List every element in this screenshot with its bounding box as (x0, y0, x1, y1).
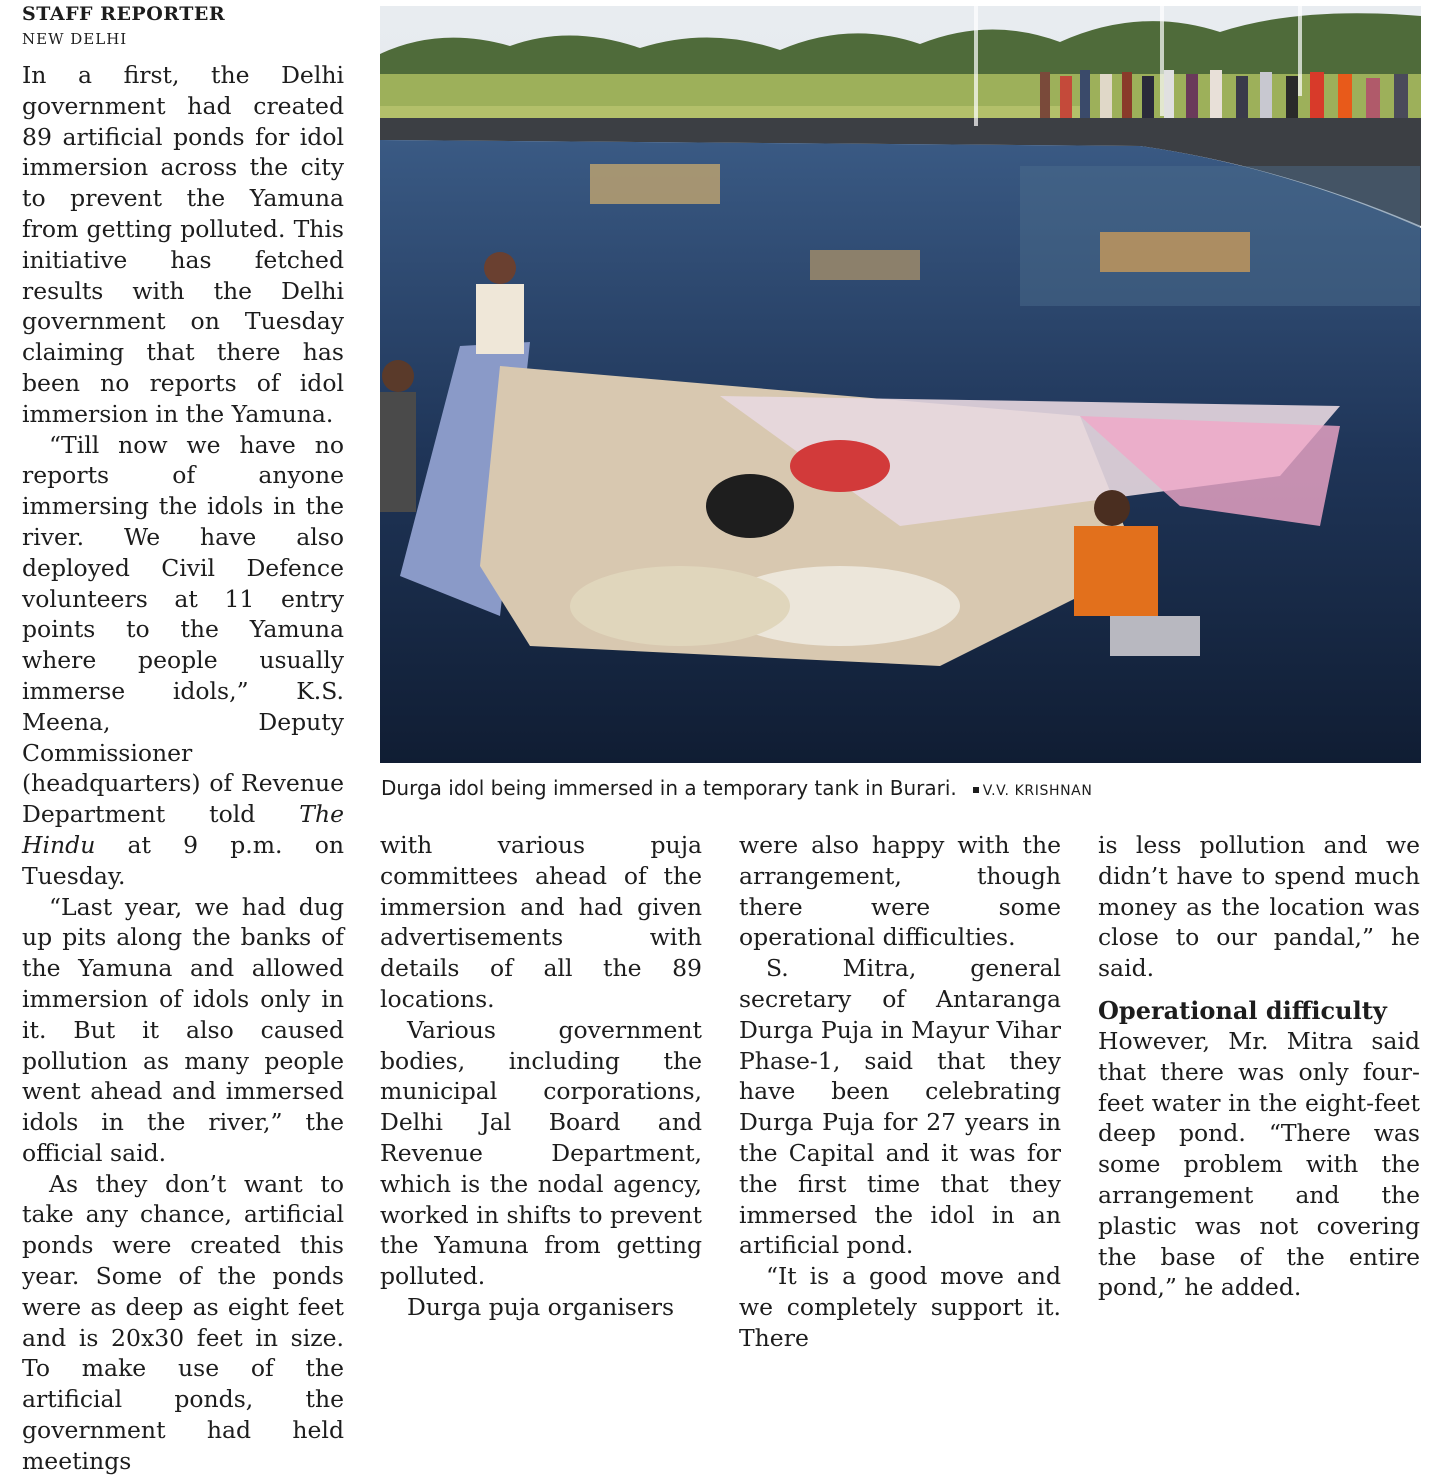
photo-caption-row (381, 774, 1421, 804)
paragraph: “Last year, we had dug up pits along the banks of the Yamuna and allowed immersion of idols only in it. But it also caused pollution as many people went ahead and immersed idols in the river,” the official said. (22, 892, 344, 1167)
paragraph: were also happy with the arrangement, though there were some operational difficulties. (739, 831, 1061, 952)
article-column-1 (22, 60, 344, 1477)
dateline-place: NEW DELHI (22, 30, 128, 48)
byline (22, 2, 352, 50)
credit-square-icon (973, 787, 979, 793)
paragraph: “It is a good move and we completely support it. There (739, 1262, 1061, 1352)
paragraph-quote (22, 430, 344, 892)
newspaper-name: The Hindu (22, 800, 344, 859)
paragraph: Durga puja organisers (407, 1292, 675, 1321)
photo-credit-name: V.V. KRISHNAN (982, 783, 1093, 799)
paragraph: S. Mitra, general secretary of Antaranga Durga Puja in Mayur Vihar Phase-1, said that they have been celebrating Durga Puja for 27 years in the Capital and it was for the first time that they immersed the idol in an artificial pond. (739, 954, 1061, 1260)
article-column-4 (1098, 830, 1420, 1303)
paragraph: As they don’t want to take any chance, artificial ponds were created this year. Some of the ponds were as deep as eight feet and is 20x30 feet in size. To make use of the artificial ponds, the government had held meetings (22, 1169, 344, 1475)
paragraph-text: “Till now we have no reports of anyone immersing the idols in the river. We have also deployed Civil Defence volunteers at 11 entry points to the Yamuna where people usually immerse idols,” K.S. Meena, Deputy Commissioner (headquarters) of Revenue Department told (22, 430, 344, 829)
paragraph: However, Mr. Mitra said that there was only four-feet water in the eight-feet deep pond. “There was some problem with the arrangement and the plastic was not covering the base of the entire pond,” he added. (1098, 1026, 1420, 1302)
paragraph: is less pollution and we didn’t have to spend much money as the location was close to our pandal,” he said. (1098, 831, 1420, 983)
photo-caption: Durga idol being immersed in a temporary tank in Burari. (381, 776, 957, 800)
news-photo (380, 6, 1421, 763)
subhead: Operational difficulty (1098, 995, 1387, 1025)
paragraph: with various puja committees ahead of the immersion and had given advertisements with details of all the 89 locations. (380, 831, 702, 1013)
article-column-2 (380, 830, 702, 1323)
article-column-3 (739, 830, 1061, 1354)
reporter-label: STAFF REPORTER (22, 3, 226, 25)
paragraph: In a first, the Delhi government had created 89 artificial ponds for idol immersion across the city to prevent the Yamuna from getting polluted. This initiative has fetched results with the Delhi government on Tuesday claiming that there has been no reports of idol immersion in the Yamuna. (22, 61, 344, 428)
photo-credit (973, 783, 1093, 799)
paragraph-tail: at 9 p.m. on Tuesday. (22, 830, 344, 890)
paragraph: Various government bodies, including the municipal corporations, Delhi Jal Board and Revenue Department, which is the nodal agency, worked in shifts to prevent the Yamuna from getting polluted. (380, 1015, 702, 1291)
